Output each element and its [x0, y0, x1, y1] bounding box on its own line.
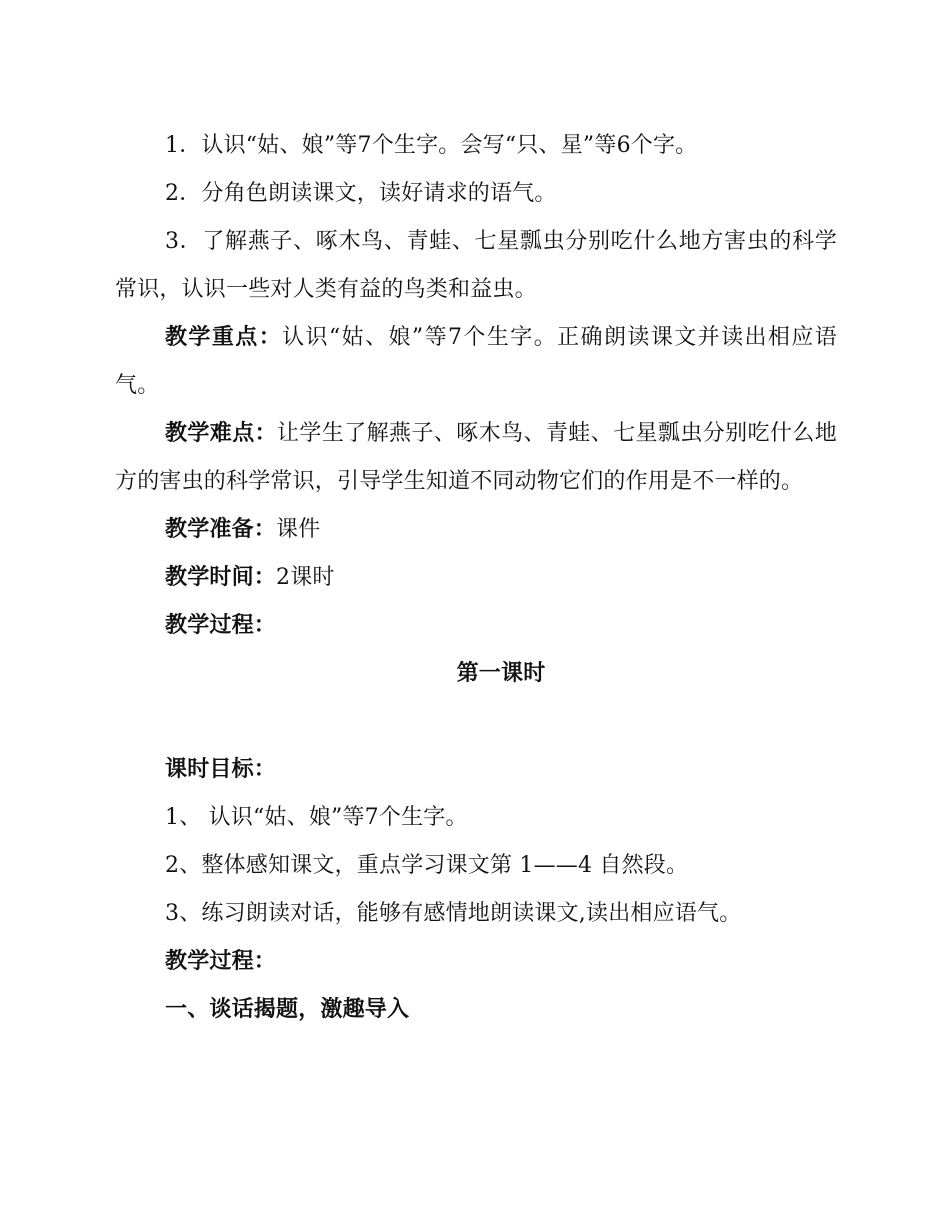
key-points-paragraph — [115, 314, 837, 410]
objective-item-3: 3．了解燕子、啄木鸟、青蛙、七星瓢虫分别吃什么地方害虫的科学常识，认识一些对人类有益的鸟类和益虫。 — [115, 229, 837, 302]
key-points-label: 教学重点： — [165, 325, 283, 350]
lesson-goal-item-2: 2、整体感知课文，重点学习课文第 1——4 自然段。 — [165, 853, 689, 878]
objective-item-2: 2．分角色朗读课文，读好请求的语气。 — [165, 181, 557, 206]
lesson-goals-label: 课时目标： — [165, 757, 277, 782]
spacer — [115, 698, 837, 746]
difficult-points-text: 让学生了解燕子、啄木鸟、青蛙、七星瓢虫分别吃什么地方的害虫的科学常识，引导学生知道不同动物它们的作用是不一样的。 — [115, 421, 837, 494]
key-points-text: 认识“姑、娘”等7个生字。正确朗读课文并读出相应语气。 — [115, 325, 837, 398]
process-label-1: 教学过程： — [165, 613, 277, 638]
preparation-text: 课件 — [276, 517, 321, 542]
preparation-paragraph — [115, 506, 837, 554]
difficult-points-paragraph — [115, 410, 837, 506]
lesson-goal-item-3: 3、练习朗读对话，能够有感情地朗读课文,读出相应语气。 — [165, 901, 742, 926]
duration-label: 教学时间： — [165, 565, 277, 590]
section-heading: 一、谈话揭题，激趣导入 — [165, 997, 410, 1022]
lesson-goal-item-1: 1、 认识“姑、娘”等7个生字。 — [165, 805, 468, 830]
document-body — [115, 122, 837, 1034]
duration-text: 2课时 — [276, 565, 335, 590]
preparation-label: 教学准备： — [165, 517, 277, 542]
difficult-points-label: 教学难点： — [165, 421, 278, 446]
objective-item-1: 1．认识“姑、娘”等7个生字。会写“只、星”等6个字。 — [165, 133, 698, 158]
lesson-title: 第一课时 — [456, 661, 546, 686]
process-label-2: 教学过程： — [165, 949, 277, 974]
duration-paragraph — [115, 554, 837, 602]
